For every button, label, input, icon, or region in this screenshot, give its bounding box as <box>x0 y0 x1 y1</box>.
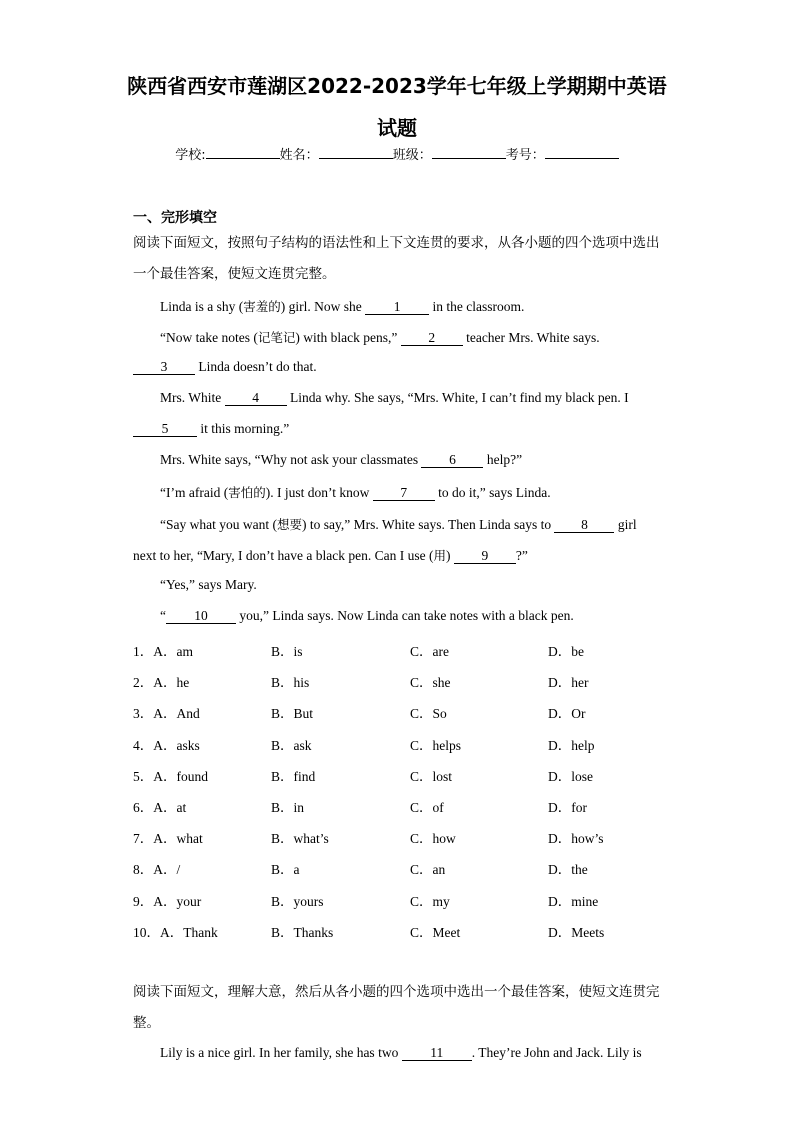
option-text: A．asks <box>153 737 200 753</box>
option-10-b[interactable] <box>271 921 333 941</box>
page-title: 陕西省西安市莲湖区2022-2023学年七年级上学期期中英语 <box>127 74 667 98</box>
option-7-a[interactable] <box>133 827 203 847</box>
option-text: D．Meets <box>548 924 605 940</box>
blank-6: 6 <box>421 453 483 468</box>
section-instruction-2: 阅读下面短文，理解大意，然后从各小题的四个选项中选出一个最佳答案，使短文连贯完整。 <box>133 984 660 1031</box>
option-8-d[interactable] <box>548 858 588 878</box>
option-text: C．my <box>410 893 450 909</box>
option-text: B．his <box>271 675 310 691</box>
student-info <box>0 144 794 163</box>
option-text: B．a <box>271 862 300 878</box>
option-text: D．help <box>548 737 595 753</box>
option-text: D．lose <box>548 768 593 784</box>
option-4-d[interactable] <box>548 734 595 754</box>
option-text: D．her <box>548 675 589 691</box>
passage-line: “ 10 you,” Linda says. Now Linda can take notes with a black pen. <box>160 608 574 623</box>
passage-line: Mrs. White 4 Linda why. She says, “Mrs. White, I can’t find my black pen. I <box>160 390 629 405</box>
option-3-b[interactable] <box>271 702 313 722</box>
question-number: 3． <box>133 706 154 722</box>
option-7-b[interactable] <box>271 827 329 847</box>
class-blank <box>432 146 506 159</box>
option-9-d[interactable] <box>548 890 598 910</box>
blank-5: 5 <box>133 422 197 437</box>
passage-line: next to her, “Mary, I don’t have a black pen. Can I use (用) 9 ?” <box>133 548 528 563</box>
option-text: D．Or <box>548 706 586 722</box>
section-heading: 一、完形填空 <box>133 210 217 226</box>
passage-line: “Yes,” says Mary. <box>160 577 257 592</box>
option-4-a[interactable] <box>133 734 200 754</box>
option-text: D．the <box>548 862 588 878</box>
question-number: 1． <box>133 644 154 659</box>
option-text: B．ask <box>271 737 312 753</box>
option-5-a[interactable] <box>133 765 208 785</box>
school-label: 学校: <box>175 148 206 163</box>
option-text: C．So <box>410 706 447 722</box>
option-text: A．at <box>153 800 187 815</box>
option-9-c[interactable] <box>410 890 450 910</box>
option-5-d[interactable] <box>548 765 593 785</box>
option-3-c[interactable] <box>410 702 447 722</box>
option-6-d[interactable] <box>548 796 587 816</box>
option-text: C．lost <box>410 768 453 784</box>
passage-line: Linda is a shy (害羞的) girl. Now she 1 in the classroom. <box>160 299 525 314</box>
option-text: D．mine <box>548 893 599 909</box>
blank-9: 9 <box>454 549 516 564</box>
passage-line: Mrs. White says, “Why not ask your classmates 6 help?” <box>160 452 523 467</box>
option-4-c[interactable] <box>410 734 461 754</box>
blank-1: 1 <box>365 300 429 315</box>
option-text: B．what’s <box>271 831 329 847</box>
name-blank <box>319 146 393 159</box>
option-text: B．But <box>271 706 314 722</box>
option-6-b[interactable] <box>271 796 304 816</box>
question-number: 4． <box>133 737 154 753</box>
blank-7: 7 <box>373 486 435 501</box>
option-9-b[interactable] <box>271 890 324 910</box>
option-text: A．am <box>153 644 193 659</box>
question-number: 9． <box>133 893 154 909</box>
option-text: C．helps <box>410 737 462 753</box>
option-text: C．how <box>410 831 456 847</box>
option-1-d[interactable] <box>548 640 584 660</box>
option-text: C．an <box>410 862 446 878</box>
option-3-d[interactable] <box>548 702 586 722</box>
question-number: 8． <box>133 862 154 878</box>
option-3-a[interactable] <box>133 702 200 722</box>
option-10-c[interactable] <box>410 921 460 941</box>
passage-line: 5 it this morning.” <box>133 421 289 437</box>
option-2-c[interactable] <box>410 671 451 691</box>
option-text: C．of <box>410 800 444 815</box>
option-text: C．Meet <box>410 924 461 940</box>
option-1-a[interactable] <box>133 640 193 660</box>
option-6-a[interactable] <box>133 796 186 816</box>
passage-line: “Now take notes (记笔记) with black pens,” 2 teacher Mrs. White says. <box>160 330 600 345</box>
option-text: C．she <box>410 675 451 691</box>
name-label: 姓名： <box>279 148 319 163</box>
option-5-c[interactable] <box>410 765 452 785</box>
option-text: A．he <box>153 675 190 691</box>
question-number: 5． <box>133 768 154 784</box>
blank-4: 4 <box>225 391 287 406</box>
option-text: A．Thank <box>160 924 218 940</box>
number-blank <box>545 146 619 159</box>
option-8-b[interactable] <box>271 858 300 878</box>
blank-8: 8 <box>554 518 614 533</box>
school-blank <box>206 146 280 159</box>
option-text: A．found <box>153 768 208 784</box>
option-text: B．Thanks <box>271 924 334 940</box>
option-text: B．in <box>271 800 305 815</box>
question-number: 6． <box>133 800 154 815</box>
option-7-c[interactable] <box>410 827 456 847</box>
blank-11: 11 <box>402 1046 472 1061</box>
option-1-b[interactable] <box>271 640 303 660</box>
passage-line: “Say what you want (想要) to say,” Mrs. White says. Then Linda says to 8 girl <box>160 517 637 532</box>
option-2-d[interactable] <box>548 671 589 691</box>
option-5-b[interactable] <box>271 765 315 785</box>
option-text: B．find <box>271 768 316 784</box>
blank-3: 3 <box>133 360 195 375</box>
passage-line: Lily is a nice girl. In her family, she has two 11 . They’re John and Jack. Lily is <box>160 1045 642 1060</box>
number-label: 考号： <box>505 148 545 163</box>
option-text: B．is <box>271 644 303 659</box>
option-2-b[interactable] <box>271 671 309 691</box>
option-text: A．what <box>153 831 203 847</box>
option-text: B．yours <box>271 893 324 909</box>
option-6-c[interactable] <box>410 796 444 816</box>
option-10-a[interactable] <box>133 921 218 941</box>
question-number: 7． <box>133 831 154 847</box>
option-text: A．And <box>153 706 200 722</box>
class-label: 班级： <box>392 148 432 163</box>
option-2-a[interactable] <box>133 671 189 691</box>
option-text: C．are <box>410 644 449 659</box>
option-8-a[interactable] <box>133 858 180 878</box>
option-text: A．your <box>153 893 202 909</box>
blank-10: 10 <box>166 609 236 624</box>
question-number: 10． <box>133 924 160 940</box>
option-7-d[interactable] <box>548 827 604 847</box>
blank-2: 2 <box>401 331 463 346</box>
page-title-line2: 试题 <box>377 116 417 140</box>
passage-line: “I’m afraid (害怕的). I just don’t know 7 to do it,” says Linda. <box>160 485 551 500</box>
section-instruction: 阅读下面短文，按照句子结构的语法性和上下文连贯的要求，从各小题的四个选项中选出一个最佳答案，使短文连贯完整。 <box>133 235 660 282</box>
option-text: D．be <box>548 644 584 659</box>
option-text: A．/ <box>153 862 181 878</box>
option-8-c[interactable] <box>410 858 445 878</box>
option-4-b[interactable] <box>271 734 312 754</box>
option-9-a[interactable] <box>133 890 201 910</box>
passage-line: 3 Linda doesn’t do that. <box>133 359 317 375</box>
option-text: D．how’s <box>548 831 604 847</box>
option-10-d[interactable] <box>548 921 604 941</box>
option-1-c[interactable] <box>410 640 449 660</box>
question-number: 2． <box>133 675 154 691</box>
option-text: D．for <box>548 800 587 815</box>
